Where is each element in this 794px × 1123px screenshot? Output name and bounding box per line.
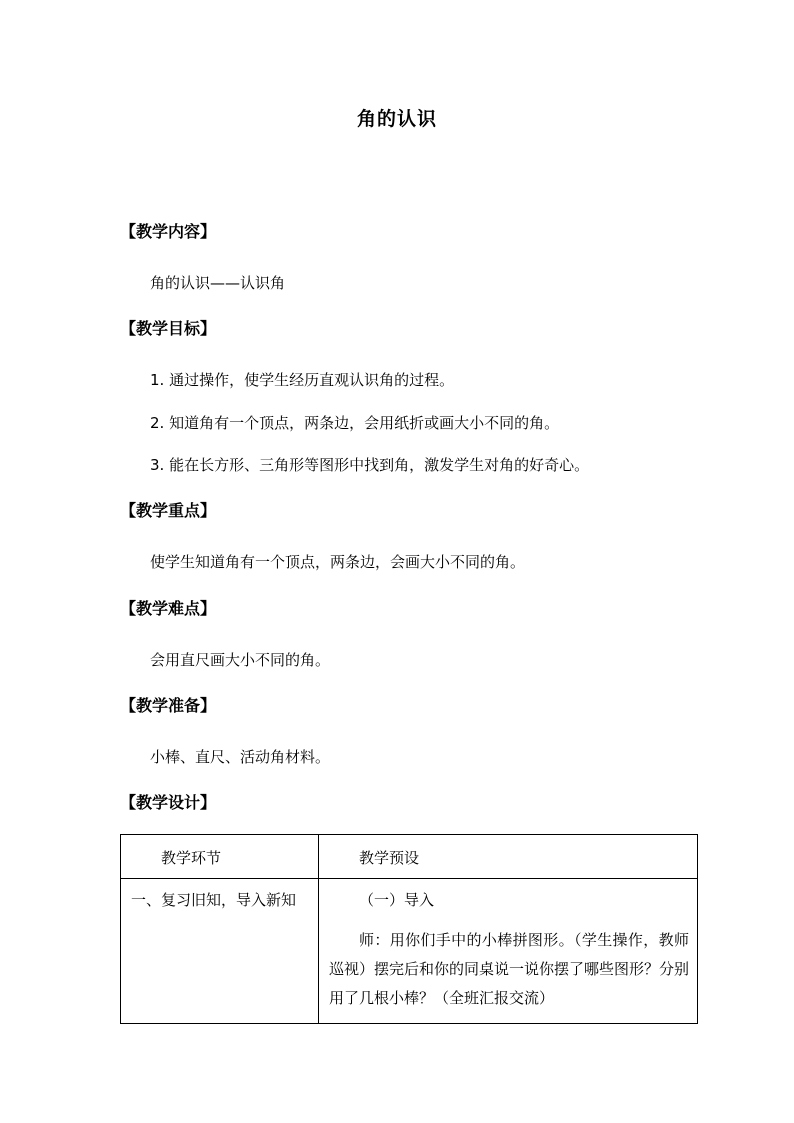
teaching-content-text: 角的认识——认识角 bbox=[150, 274, 286, 292]
goal-item-2: 2. 知道角有一个顶点，两条边，会用纸折或画大小不同的角。 bbox=[150, 414, 560, 432]
table-header-cell bbox=[319, 835, 698, 879]
table-header-row bbox=[121, 835, 698, 879]
heading-teaching-design: 【教学设计】 bbox=[120, 793, 217, 812]
heading-teaching-goals: 【教学目标】 bbox=[120, 319, 217, 338]
page-title: 角的认识 bbox=[356, 108, 437, 130]
header-preset: 教学预设 bbox=[359, 849, 420, 867]
header-stage: 教学环节 bbox=[161, 849, 222, 867]
preset-paragraph: 师：用你们手中的小棒拼图形。（学生操作，教师巡视）摆完后和你的同桌说一说你摆了哪些图形？分别用了几根小棒？（全班汇报交流） bbox=[329, 931, 690, 1007]
heading-teaching-content: 【教学内容】 bbox=[120, 222, 217, 241]
heading-difficulties: 【教学难点】 bbox=[120, 599, 217, 618]
heading-key-points: 【教学重点】 bbox=[120, 501, 217, 520]
goal-item-1: 1. 通过操作，使学生经历直观认识角的过程。 bbox=[150, 371, 455, 389]
table-cell-preset bbox=[319, 879, 698, 1024]
preparation-text: 小棒、直尺、活动角材料。 bbox=[150, 748, 331, 766]
preset-subheading: （一）导入 bbox=[359, 891, 435, 909]
table-cell-stage bbox=[121, 879, 319, 1024]
key-points-text: 使学生知道角有一个顶点，两条边，会画大小不同的角。 bbox=[150, 553, 526, 571]
table-row bbox=[121, 879, 698, 1024]
difficulties-text: 会用直尺画大小不同的角。 bbox=[150, 651, 331, 669]
stage-text: 一、复习旧知，导入新知 bbox=[131, 891, 297, 909]
heading-preparation: 【教学准备】 bbox=[120, 696, 217, 715]
teaching-design-table bbox=[120, 834, 698, 1024]
table-header-cell bbox=[121, 835, 319, 879]
goal-item-3: 3. 能在长方形、三角形等图形中找到角，激发学生对角的好奇心。 bbox=[150, 456, 590, 474]
